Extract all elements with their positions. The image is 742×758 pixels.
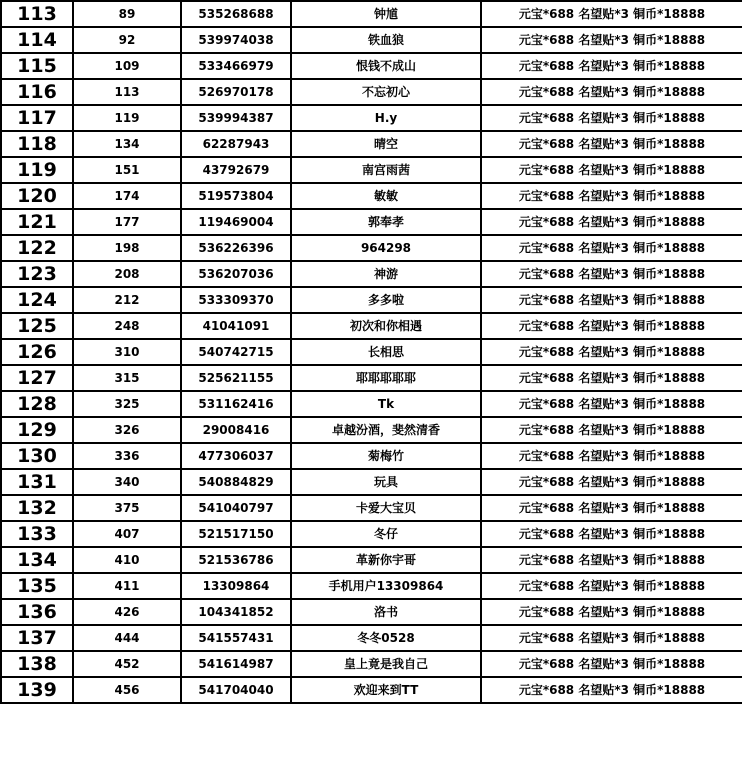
sequence-cell: 325 (73, 391, 181, 417)
sequence-cell: 410 (73, 547, 181, 573)
rank-cell: 128 (1, 391, 73, 417)
reward-cell: 元宝*688 名望贴*3 铜币*18888 (481, 27, 742, 53)
reward-cell: 元宝*688 名望贴*3 铜币*18888 (481, 339, 742, 365)
user-id-cell: 13309864 (181, 573, 291, 599)
reward-cell: 元宝*688 名望贴*3 铜币*18888 (481, 599, 742, 625)
nickname-cell: 敏敏 (291, 183, 481, 209)
user-id-cell: 539974038 (181, 27, 291, 53)
reward-cell: 元宝*688 名望贴*3 铜币*18888 (481, 261, 742, 287)
sequence-cell: 375 (73, 495, 181, 521)
table-row (1, 495, 742, 521)
table-row (1, 1, 742, 27)
rank-cell: 113 (1, 1, 73, 27)
rank-cell: 116 (1, 79, 73, 105)
rank-cell: 126 (1, 339, 73, 365)
user-id-cell: 104341852 (181, 599, 291, 625)
rank-cell: 132 (1, 495, 73, 521)
table-row (1, 235, 742, 261)
table-body (1, 1, 742, 703)
sequence-cell: 134 (73, 131, 181, 157)
nickname-cell: 晴空 (291, 131, 481, 157)
nickname-cell: 洛书 (291, 599, 481, 625)
nickname-cell: 南宫雨茜 (291, 157, 481, 183)
nickname-cell: 冬仔 (291, 521, 481, 547)
nickname-cell: 不忘初心 (291, 79, 481, 105)
user-id-cell: 62287943 (181, 131, 291, 157)
user-id-cell: 526970178 (181, 79, 291, 105)
nickname-cell: 耶耶耶耶耶 (291, 365, 481, 391)
reward-cell: 元宝*688 名望贴*3 铜币*18888 (481, 521, 742, 547)
user-id-cell: 541614987 (181, 651, 291, 677)
reward-cell: 元宝*688 名望贴*3 铜币*18888 (481, 365, 742, 391)
table-row (1, 313, 742, 339)
user-id-cell: 540884829 (181, 469, 291, 495)
sequence-cell: 452 (73, 651, 181, 677)
table-row (1, 287, 742, 313)
nickname-cell: 手机用户13309864 (291, 573, 481, 599)
sequence-cell: 113 (73, 79, 181, 105)
table-row (1, 79, 742, 105)
nickname-cell: 皇上竟是我自己 (291, 651, 481, 677)
nickname-cell: 长相思 (291, 339, 481, 365)
user-id-cell: 519573804 (181, 183, 291, 209)
rank-cell: 115 (1, 53, 73, 79)
reward-cell: 元宝*688 名望贴*3 铜币*18888 (481, 495, 742, 521)
table-row (1, 521, 742, 547)
rank-cell: 139 (1, 677, 73, 703)
table-row (1, 391, 742, 417)
rank-cell: 129 (1, 417, 73, 443)
reward-cell: 元宝*688 名望贴*3 铜币*18888 (481, 157, 742, 183)
rank-cell: 130 (1, 443, 73, 469)
user-id-cell: 29008416 (181, 417, 291, 443)
rank-cell: 137 (1, 625, 73, 651)
reward-cell: 元宝*688 名望贴*3 铜币*18888 (481, 131, 742, 157)
reward-cell: 元宝*688 名望贴*3 铜币*18888 (481, 235, 742, 261)
user-id-cell: 541704040 (181, 677, 291, 703)
user-id-cell: 536226396 (181, 235, 291, 261)
sequence-cell: 407 (73, 521, 181, 547)
user-id-cell: 536207036 (181, 261, 291, 287)
sequence-cell: 336 (73, 443, 181, 469)
sequence-cell: 326 (73, 417, 181, 443)
rank-cell: 135 (1, 573, 73, 599)
sequence-cell: 310 (73, 339, 181, 365)
rank-cell: 118 (1, 131, 73, 157)
user-id-cell: 521517150 (181, 521, 291, 547)
reward-cell: 元宝*688 名望贴*3 铜币*18888 (481, 209, 742, 235)
nickname-cell: H.y (291, 105, 481, 131)
sequence-cell: 174 (73, 183, 181, 209)
sequence-cell: 208 (73, 261, 181, 287)
user-id-cell: 533466979 (181, 53, 291, 79)
rank-cell: 138 (1, 651, 73, 677)
table-row (1, 573, 742, 599)
nickname-cell: 郭奉孝 (291, 209, 481, 235)
table-row (1, 469, 742, 495)
sequence-cell: 89 (73, 1, 181, 27)
table-row (1, 339, 742, 365)
reward-cell: 元宝*688 名望贴*3 铜币*18888 (481, 469, 742, 495)
reward-cell: 元宝*688 名望贴*3 铜币*18888 (481, 417, 742, 443)
reward-cell: 元宝*688 名望贴*3 铜币*18888 (481, 391, 742, 417)
nickname-cell: 革新你宇哥 (291, 547, 481, 573)
reward-cell: 元宝*688 名望贴*3 铜币*18888 (481, 313, 742, 339)
rank-cell: 119 (1, 157, 73, 183)
table-row (1, 27, 742, 53)
table-row (1, 131, 742, 157)
user-id-cell: 539994387 (181, 105, 291, 131)
sequence-cell: 444 (73, 625, 181, 651)
nickname-cell: 神游 (291, 261, 481, 287)
sequence-cell: 119 (73, 105, 181, 131)
user-id-cell: 531162416 (181, 391, 291, 417)
rank-cell: 134 (1, 547, 73, 573)
rank-cell: 133 (1, 521, 73, 547)
rank-cell: 120 (1, 183, 73, 209)
nickname-cell: 恨钱不成山 (291, 53, 481, 79)
reward-cell: 元宝*688 名望贴*3 铜币*18888 (481, 651, 742, 677)
nickname-cell: 964298 (291, 235, 481, 261)
nickname-cell: 玩具 (291, 469, 481, 495)
sequence-cell: 177 (73, 209, 181, 235)
sequence-cell: 212 (73, 287, 181, 313)
table-row (1, 547, 742, 573)
reward-cell: 元宝*688 名望贴*3 铜币*18888 (481, 443, 742, 469)
rank-cell: 124 (1, 287, 73, 313)
rank-cell: 136 (1, 599, 73, 625)
table-row (1, 625, 742, 651)
reward-cell: 元宝*688 名望贴*3 铜币*18888 (481, 79, 742, 105)
sequence-cell: 426 (73, 599, 181, 625)
rank-cell: 122 (1, 235, 73, 261)
user-id-cell: 541040797 (181, 495, 291, 521)
sequence-cell: 151 (73, 157, 181, 183)
nickname-cell: 卡爱大宝贝 (291, 495, 481, 521)
table-row (1, 599, 742, 625)
sequence-cell: 340 (73, 469, 181, 495)
nickname-cell: 初次和你相遇 (291, 313, 481, 339)
user-id-cell: 43792679 (181, 157, 291, 183)
rank-cell: 127 (1, 365, 73, 391)
table-row (1, 651, 742, 677)
nickname-cell: Tk (291, 391, 481, 417)
reward-cell: 元宝*688 名望贴*3 铜币*18888 (481, 53, 742, 79)
rank-cell: 121 (1, 209, 73, 235)
reward-cell: 元宝*688 名望贴*3 铜币*18888 (481, 573, 742, 599)
user-id-cell: 540742715 (181, 339, 291, 365)
table-row (1, 261, 742, 287)
sequence-cell: 315 (73, 365, 181, 391)
sequence-cell: 92 (73, 27, 181, 53)
nickname-cell: 多多啦 (291, 287, 481, 313)
rank-cell: 114 (1, 27, 73, 53)
nickname-cell: 卓越汾酒，斐然清香 (291, 417, 481, 443)
table-row (1, 105, 742, 131)
table-row (1, 157, 742, 183)
table-row (1, 365, 742, 391)
table-row (1, 209, 742, 235)
sequence-cell: 411 (73, 573, 181, 599)
sequence-cell: 248 (73, 313, 181, 339)
table-row (1, 443, 742, 469)
user-id-cell: 533309370 (181, 287, 291, 313)
user-id-cell: 541557431 (181, 625, 291, 651)
reward-cell: 元宝*688 名望贴*3 铜币*18888 (481, 547, 742, 573)
reward-cell: 元宝*688 名望贴*3 铜币*18888 (481, 677, 742, 703)
sequence-cell: 456 (73, 677, 181, 703)
table-row (1, 183, 742, 209)
nickname-cell: 铁血狼 (291, 27, 481, 53)
nickname-cell: 欢迎来到TT (291, 677, 481, 703)
table-row (1, 677, 742, 703)
rank-cell: 131 (1, 469, 73, 495)
nickname-cell: 冬冬0528 (291, 625, 481, 651)
sequence-cell: 198 (73, 235, 181, 261)
user-id-cell: 477306037 (181, 443, 291, 469)
nickname-cell: 钟馗 (291, 1, 481, 27)
reward-cell: 元宝*688 名望贴*3 铜币*18888 (481, 183, 742, 209)
rank-cell: 117 (1, 105, 73, 131)
rank-cell: 125 (1, 313, 73, 339)
reward-cell: 元宝*688 名望贴*3 铜币*18888 (481, 287, 742, 313)
reward-cell: 元宝*688 名望贴*3 铜币*18888 (481, 625, 742, 651)
rank-cell: 123 (1, 261, 73, 287)
reward-cell: 元宝*688 名望贴*3 铜币*18888 (481, 105, 742, 131)
table-row (1, 417, 742, 443)
sequence-cell: 109 (73, 53, 181, 79)
user-id-cell: 525621155 (181, 365, 291, 391)
user-id-cell: 535268688 (181, 1, 291, 27)
table-row (1, 53, 742, 79)
user-id-cell: 41041091 (181, 313, 291, 339)
reward-cell: 元宝*688 名望贴*3 铜币*18888 (481, 1, 742, 27)
user-id-cell: 521536786 (181, 547, 291, 573)
nickname-cell: 菊梅竹 (291, 443, 481, 469)
user-id-cell: 119469004 (181, 209, 291, 235)
